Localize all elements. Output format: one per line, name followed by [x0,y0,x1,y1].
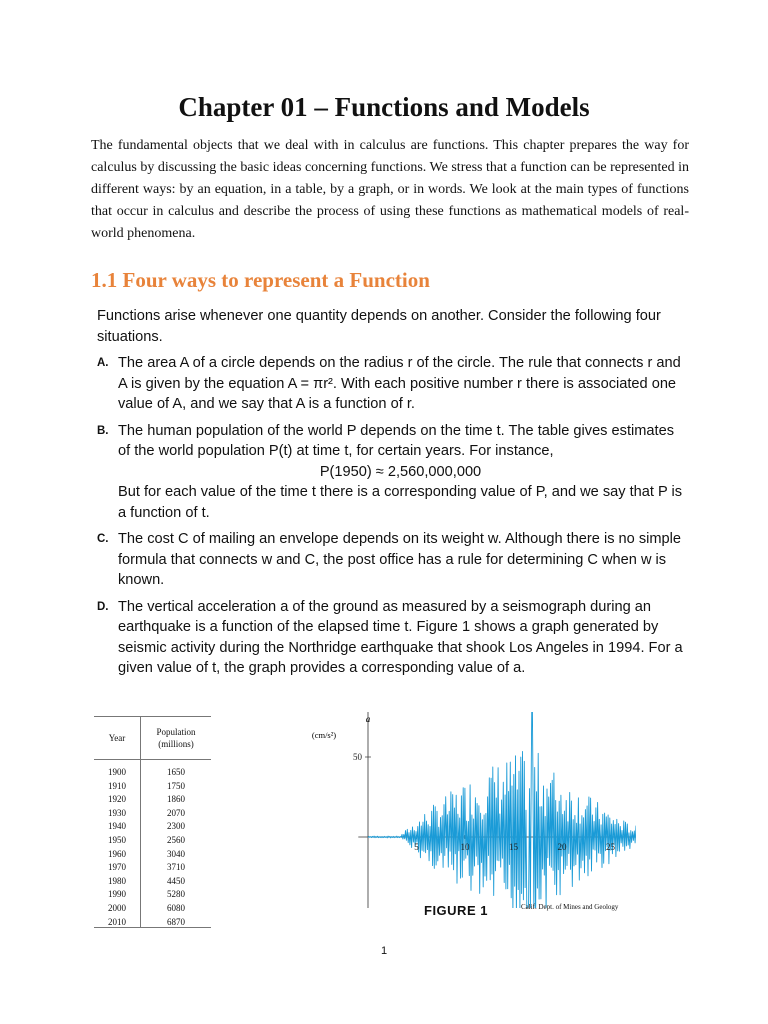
seismic-trace [365,712,636,908]
chapter-intro: The fundamental objects that we deal with in calculus are functions. This chapter prepares the way for calculus by discussing the basic ideas concerning functions. We stress that a function can be represented in different ways: by an equation, in a table, by a graph, or in words. We look at the main types of functions that occur in calculus and describe the process of using these functions as mathematical models of real-world phenomena. [91,138,689,241]
y-axis-label: a [365,714,371,724]
table-cell-year: 1940 [108,821,126,832]
item-text: The cost C of mailing an envelope depends on its weight w. Although there is no simple formula that connects w and C, the post office has a rule for determining C when w is known. [118,531,682,588]
table-cell-population: 2560 [167,834,185,845]
chart-axes [358,712,636,908]
situation-a [97,353,683,415]
item-label: C. [97,533,109,545]
table-cell-population: 1860 [167,794,185,805]
situation-d [97,597,683,679]
table-cell-population: 4450 [167,875,185,886]
table-cell-population: 3040 [167,848,185,859]
x-tick-label: 5 [414,842,419,852]
seismograph-chart [296,712,636,908]
population-header [141,717,211,760]
table-cell-population: 3710 [167,862,185,873]
year-header: Year [94,717,140,760]
table-cell-year: 1910 [108,780,126,791]
table-cell-year: 1900 [108,767,126,777]
item-text: The vertical acceleration a of the ground as measured by a seismograph during an earthquake is a function of the elapsed time t. Figure 1 shows a graph generated by seismic activity during the Northridge earthquake that shook Los Angeles in 1994. For a given value of t, the graph provides a corresponding value of a. [118,598,683,676]
x-tick-label: 20 [557,842,567,852]
situation-b [97,421,683,524]
table-cell-year: 1930 [108,807,126,818]
table-cell-year: 1920 [108,794,126,805]
table-cell-year: 1950 [108,834,126,845]
figure-label: FIGURE 1 [424,903,488,918]
table-cell-year: 1960 [108,848,126,859]
tick-labels [348,712,636,908]
population-header-line2: (millions) [158,739,194,749]
table-cell-year: 2000 [108,902,126,913]
x-tick-label: 25 [606,842,615,852]
item-text: The human population of the world P depends on the time t. The table gives estimates of the world population P(t) at time t, for certain years. For instance, [118,422,674,459]
item-text: The area A of a circle depends on the radius r of the circle. The rule that connects r and A is given by the equation A = πr². With each positive number r there is associated one value of A, and we say that A is a function of r. [118,355,681,412]
table-cell-population: 2300 [167,821,185,832]
population-header-line1: Population [156,727,196,737]
table-cell-year: 1970 [108,862,126,873]
table-cell-population: 1750 [167,780,185,791]
page-number: 1 [380,945,388,957]
y-axis-units: (cm/s²) [311,730,337,740]
situation-c [97,529,683,591]
section-body [97,306,683,679]
figure-credit: Calif. Dept. of Mines and Geology [521,903,619,911]
item-label: B. [97,424,109,437]
y-tick-label: 50 [353,752,362,762]
table-cell-population: 2070 [167,807,185,818]
item-label: D. [97,600,109,613]
table-cell-year: 1990 [108,889,126,900]
table-cell-population: 6080 [167,902,185,913]
table-cell-year: 1980 [108,875,126,886]
population-equation: P(1950) ≈ 2,560,000,000 [319,463,482,480]
chapter-title: Chapter 01 – Functions and Models [178,92,590,122]
table-cell-population: 6870 [167,916,185,927]
section-lead: Functions arise whenever one quantity depends on another. Consider the following four situations. [97,308,661,345]
population-column [141,766,211,929]
table-cell-population: 1650 [167,767,185,777]
year-column [94,766,140,929]
population-table [94,716,211,928]
x-tick-label: 15 [509,842,518,852]
x-tick-label: 10 [460,842,470,852]
item-text-continued: But for each value of the time t there is a corresponding value of P, and we say that P is a function of t. [118,484,683,521]
table-cell-year: 2010 [108,916,126,927]
section-heading: 1.1 Four ways to represent a Function [91,268,430,292]
item-label: A. [97,357,109,369]
table-cell-population: 5280 [167,889,185,900]
